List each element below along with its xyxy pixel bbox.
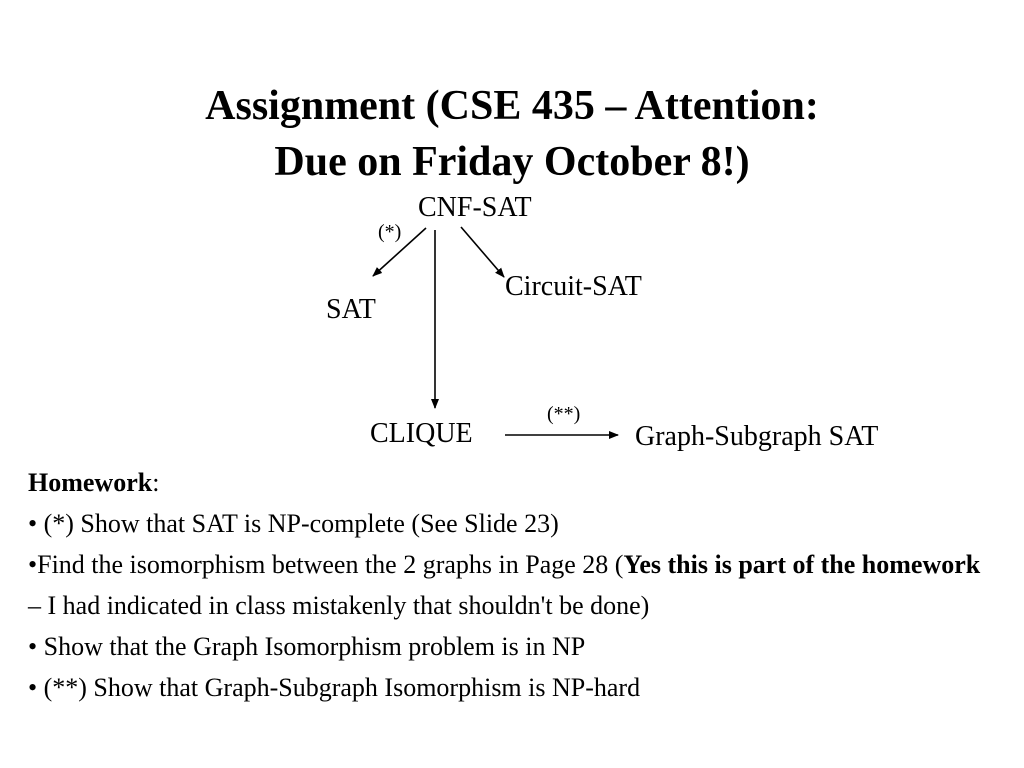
homework-item-2-prefix: •Find the isomorphism between the 2 graphs in Page 28 (: [28, 550, 624, 579]
node-circuit-sat: Circuit-SAT: [505, 271, 642, 302]
homework-heading-colon: :: [152, 468, 160, 497]
homework-heading: Homework: [28, 468, 153, 497]
mark-star: (*): [378, 221, 402, 243]
homework-item-3: • Show that the Graph Isomorphism problem is in NP: [28, 632, 586, 661]
node-cnf-sat: CNF-SAT: [418, 192, 532, 223]
homework-item-2-emphasis: Yes this is part of the homework: [623, 550, 981, 579]
homework-item-4: • (**) Show that Graph-Subgraph Isomorphism is NP-hard: [28, 673, 641, 702]
node-graph-subgraph-sat: Graph-Subgraph SAT: [635, 421, 879, 452]
homework-item-1: • (*) Show that SAT is NP-complete (See Slide 23): [28, 509, 559, 538]
mark-double-star: (**): [547, 403, 581, 425]
title-line-1: Assignment (CSE 435 – Attention:: [205, 83, 819, 129]
node-sat: SAT: [326, 294, 376, 325]
node-clique: CLIQUE: [370, 418, 473, 449]
homework-section: [28, 462, 998, 708]
homework-item-2-suffix: – I had indicated in class mistakenly that shouldn't be done): [28, 591, 650, 620]
title-line-2: Due on Friday October 8!): [274, 139, 750, 185]
homework-heading-line: [28, 462, 998, 503]
arrow-cnfsat-to-circuitsat: [461, 227, 504, 277]
homework-item-2: [28, 544, 998, 626]
